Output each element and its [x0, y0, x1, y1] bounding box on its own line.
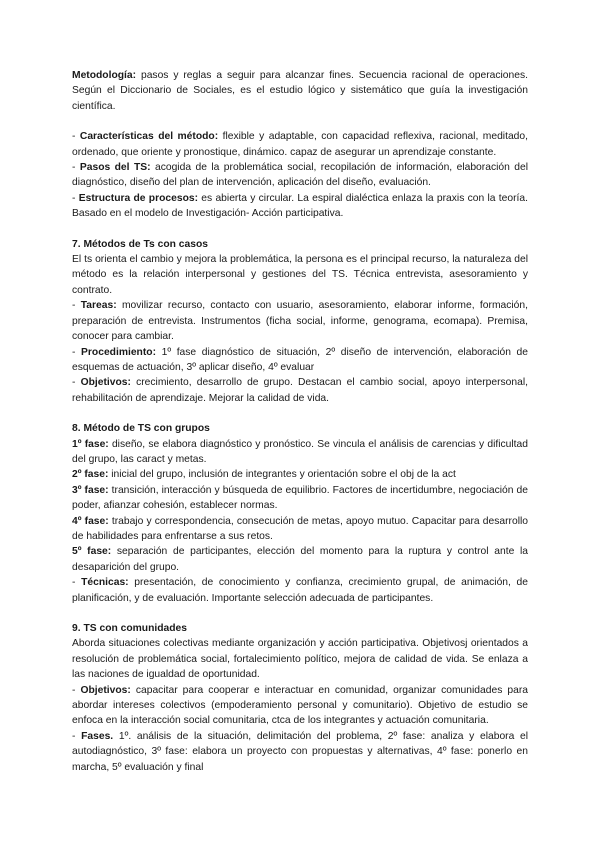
spacer [72, 222, 528, 237]
item-text: presentación, de conocimiento y confianza, crecimiento grupal, de animación, de planificación, y de evaluación. Importante selección adecuada de participantes. [72, 577, 528, 604]
section9-phases [72, 729, 528, 775]
item-text: movilizar recurso, contacto con usuario, asesoramiento, elaborar informe, formación, preparación de entrevista. Instrumentos (ficha social, informe, genograma, ecomapa). Premisa, conocer para cambiar. [72, 300, 528, 343]
item-label: Objetivos: [80, 377, 131, 389]
item-label: Técnicas: [81, 577, 129, 589]
section8-phase-1 [72, 437, 528, 468]
section8-phase-5 [72, 544, 528, 575]
section-heading-7: 7. Métodos de Ts con casos [72, 238, 208, 250]
section9-intro: Aborda situaciones colectivas mediante organización y acción participativa. Objetivosj orientados a resolución de problemática social, fortalecimiento político, mejora de calidad de vida. Se enlaza a las naciones de igualdad de oportunidad. [72, 638, 528, 681]
item-label: Características del método: [79, 131, 219, 143]
bullet-dash: - [72, 192, 79, 204]
section9-objectives [72, 683, 528, 729]
item-text: crecimiento, desarrollo de grupo. Destacan el cambio social, apoyo interpersonal, rehabilitación de aprendizaje. Mejorar la calidad de vida. [72, 377, 528, 404]
item-text: capacitar para cooperar e interactuar en comunidad, organizar comunidades para abordar intereses colectivos (empoderamiento personal y comunitario). Objetivo de estudio se enfoca en la interacción social comunitaria, ctca de los integrantes y actuación comunitaria. [72, 684, 528, 727]
item-label: 4º fase: [72, 515, 109, 527]
section-heading-9: 9. TS con comunidades [72, 623, 188, 634]
section8-phase-4 [72, 514, 528, 545]
section-heading-8: 8. Método de TS con grupos [72, 423, 210, 435]
item-text: es abierta y circular. La espiral dialéctica enlaza la praxis con la teoría. Basado en el modelo de Investigación- Acción participativa. [72, 192, 528, 220]
item-text: trabajo y correspondencia, consecución de metas, apoyo mutuo. Capacitar para desarrollo de habilidades para enfrentarse a sus retos. [72, 515, 528, 542]
bullet-dash: - [72, 300, 81, 312]
item-label: 5º fase: [72, 546, 112, 558]
item-label: Fases. [81, 730, 114, 742]
method-characteristics [72, 129, 528, 160]
spacer [72, 606, 528, 621]
methodology-text: pasos y reglas a seguir para alcanzar fines. Secuencia racional de operaciones. Según el Diccionario de Sociales, es el estudio lógico y sistemático que guía la investigación científica. [72, 70, 528, 112]
item-label: 2º fase: [72, 469, 109, 481]
bullet-dash: - [72, 346, 82, 358]
item-label: Procedimiento: [81, 346, 156, 358]
item-label: Pasos del TS: [79, 162, 151, 174]
bullet-dash: - [72, 577, 82, 589]
item-text: acogida de la problemática social, recopilación de información, elaboración del diagnóstico, diseño del plan de intervención, aplicación del diseño, evaluación. [72, 162, 529, 189]
bullet-dash: - [72, 162, 80, 174]
method-structure [72, 191, 528, 222]
item-text: 1º. análisis de la situación, delimitación del problema, 2º fase: analiza y elabora el autodiagnóstico, 3º fase: elabora un proyecto con propuestas y alternativas, 4º fase: ponerlo en marcha, 5º evaluación y final [72, 730, 529, 773]
method-steps [72, 160, 528, 191]
section7-procedure [72, 345, 528, 376]
bullet-dash: - [72, 730, 82, 742]
item-label: Tareas: [80, 300, 117, 312]
section7-intro: El ts orienta el cambio y mejora la problemática, la persona es el principal recurso, la naturaleza del método es la relación interpersonal y gestiones del TS. Técnica entrevista, asesoramiento y contrato. [72, 254, 528, 296]
item-label: 1º fase: [72, 438, 109, 450]
bullet-dash: - [72, 377, 81, 389]
section8-techniques [72, 575, 528, 606]
item-text: separación de participantes, elección del momento para la ruptura y control ante la desaparición del grupo. [72, 546, 529, 573]
item-text: flexible y adaptable, con capacidad reflexiva, racional, meditado, ordenado, que oriente y pronostique, dinámico. capaz de asegurar un aprendizaje constante. [72, 131, 528, 158]
item-label: 3º fase: [72, 484, 109, 496]
spacer [72, 406, 528, 421]
spacer [72, 114, 528, 129]
item-text: transición, interacción y búsqueda de equilibrio. Factores de incertidumbre, negociación de poder, afianzar cohesión, establecer normas. [72, 484, 529, 512]
item-text: diseño, se elabora diagnóstico y pronóstico. Se vincula el análisis de carencias y dificultad del grupo, las caract y metas. [72, 438, 528, 465]
bullet-dash: - [72, 684, 81, 696]
section7-objectives [72, 375, 528, 406]
methodology-paragraph [72, 68, 528, 114]
item-label: Objetivos: [80, 684, 131, 696]
bullet-dash: - [72, 131, 80, 143]
section8-phase-3 [72, 483, 528, 514]
item-text: inicial del grupo, inclusión de integrantes y orientación sobre el obj de la act [108, 469, 456, 481]
item-label: Estructura de procesos: [78, 192, 199, 204]
section7-tasks [72, 298, 528, 344]
section8-phase-2 [72, 467, 528, 482]
methodology-label: Metodología: [72, 70, 137, 81]
item-text: 1º fase diagnóstico de situación, 2º diseño de intervención, elaboración de esquemas de actuación, 3º aplicar diseño, 4º evaluar [72, 346, 529, 373]
